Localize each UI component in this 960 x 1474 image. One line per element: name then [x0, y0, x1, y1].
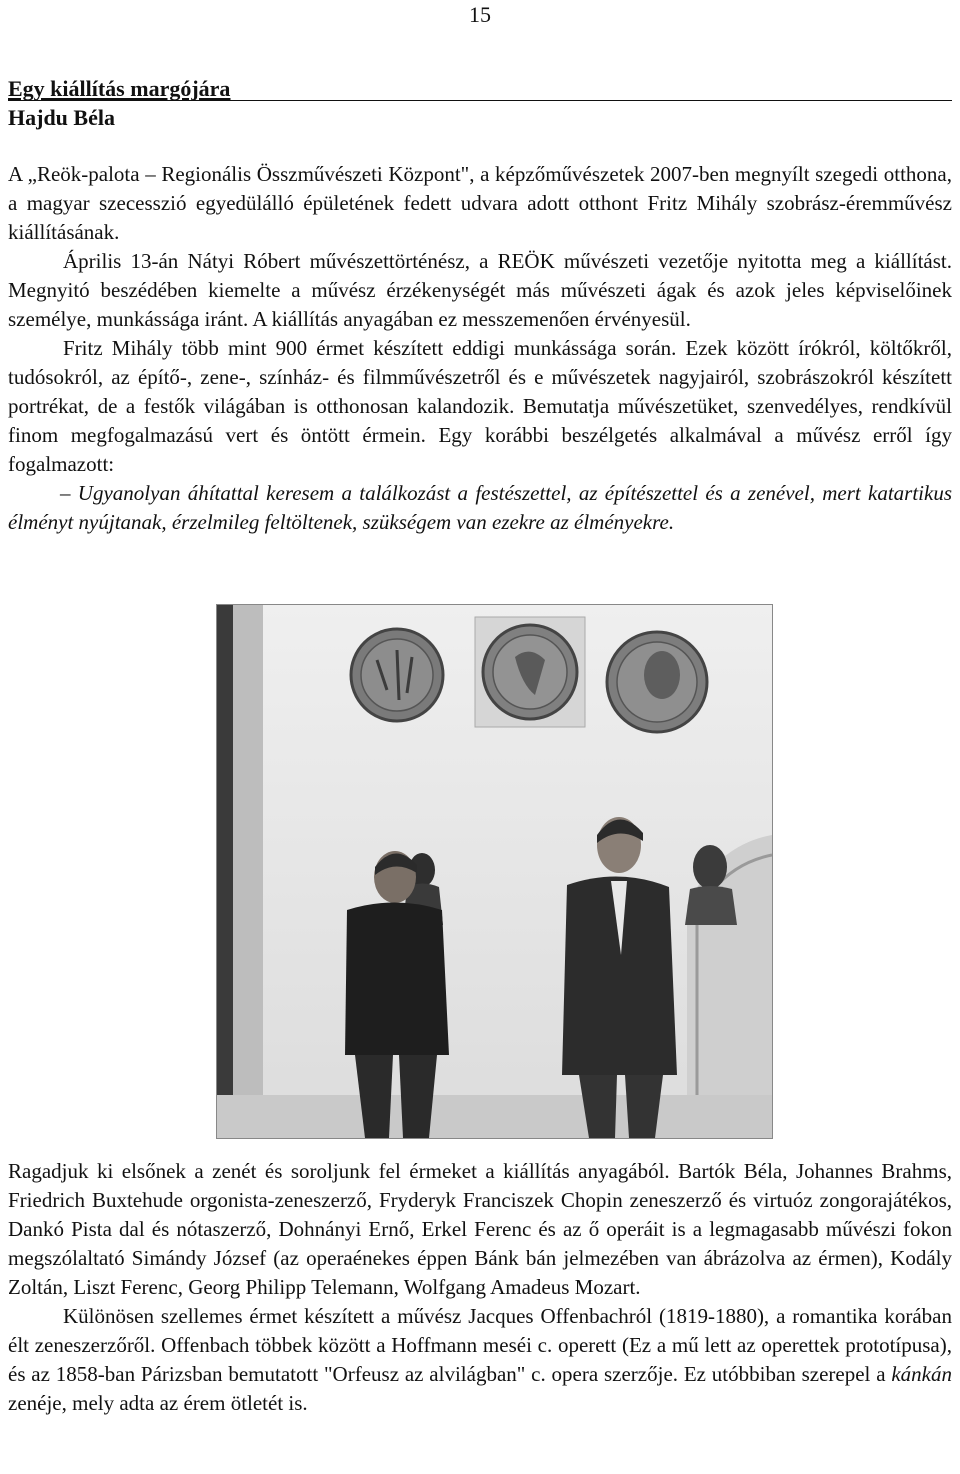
- article-title: [8, 74, 952, 101]
- paragraph-5-emphasis: kánkán: [891, 1362, 952, 1386]
- quote-dash: –: [60, 481, 78, 505]
- page-number: 15: [469, 2, 491, 27]
- artist-quote: [8, 479, 952, 537]
- paragraph-5: [8, 1302, 952, 1418]
- author: Hajdu Béla: [8, 105, 115, 130]
- paragraph-1: A „Reök-palota – Regionális Összművészeti Központ", a képzőművészetek 2007-ben megnyílt szegedi otthona, a magyar szecesszió egyedülálló épületének fedett udvara adott otthont Fritz Mihály szobrász-éremművész kiállításának.: [8, 162, 952, 244]
- exhibition-photo-illustration: [217, 605, 772, 1138]
- quote-text: Ugyanolyan áhítattal keresem a találkozást a festészettel, az építészettel és a zenével, mert katartikus élményt nyújtanak, érzelmileg feltöltenek, szükségem van ezekre az élményekre.: [8, 481, 953, 534]
- medal-middle: [475, 617, 585, 727]
- paragraph-3: Fritz Mihály több mint 900 érmet készített eddigi munkássága során. Ezek között írókról, költőkről, tudósokról, az építő-, zene-, színház- és filmművészetről és e művészetek nagyjairól, szobrászokról készített portrékat, de a festők világában is otthonosan kalandozik. Bemutatja művészetüket, szenvedélyes, rendkívül finom megfogalmazású vert és öntött érmein. Egy korábbi beszélgetés alkalmával a művész erről így fogalmazott:: [8, 336, 952, 476]
- paragraph-2: Április 13-án Nátyi Róbert művészettörténész, a REÖK művészeti vezetője nyitotta meg a kiállítást. Megnyitó beszédében kiemelte a művész érzékenységét más művészeti ágak és azok jeles képviselőinek személye, munkássága iránt. A kiállítás anyagában ez messzemenően érvényesül.: [8, 249, 952, 331]
- article-body-bottom: [8, 1157, 952, 1418]
- article-header: [8, 74, 952, 133]
- medal-right: [607, 632, 707, 732]
- exhibition-photo: [216, 604, 773, 1139]
- article-body-top: [8, 160, 952, 537]
- medal-left: [351, 629, 443, 721]
- paragraph-4: Ragadjuk ki elsőnek a zenét és soroljunk fel érmeket a kiállítás anyagából. Bartók Béla, Johannes Brahms, Friedrich Buxtehude orgonista-zeneszerző, Fryderyk Franciszek Chopin zeneszerző és virtuóz zongorajátékos, Dankó Pista dal és nótaszerző, Dohnányi Ernő, Erkel Ferenc és az ő operáit is a legmagasabb művészi fokon megszólaltató Simándy József (az operaénekes éppen Bánk bán jelmezében van ábrázolva az érmen), Kodály Zoltán, Liszt Ferenc, Georg Philipp Telemann, Wolfgang Amadeus Mozart.: [8, 1159, 952, 1299]
- paragraph-5-part1: Különösen szellemes érmet készített a művész Jacques Offenbachról (1819-1880), a romantika korában élt zeneszerzőről. Offenbach többek között a Hoffmann meséi c. operett (Ez a mű lett az operettek prototípusa), és az 1858-ban Párizsban bemutatott "Orfeusz az alvilágban" c. opera szerzője. Ez utóbbiban szerepel a: [8, 1304, 952, 1386]
- paragraph-5-part2: zenéje, mely adta az érem ötletét is.: [8, 1391, 308, 1415]
- article-title-text: Egy kiállítás margójára: [8, 76, 231, 101]
